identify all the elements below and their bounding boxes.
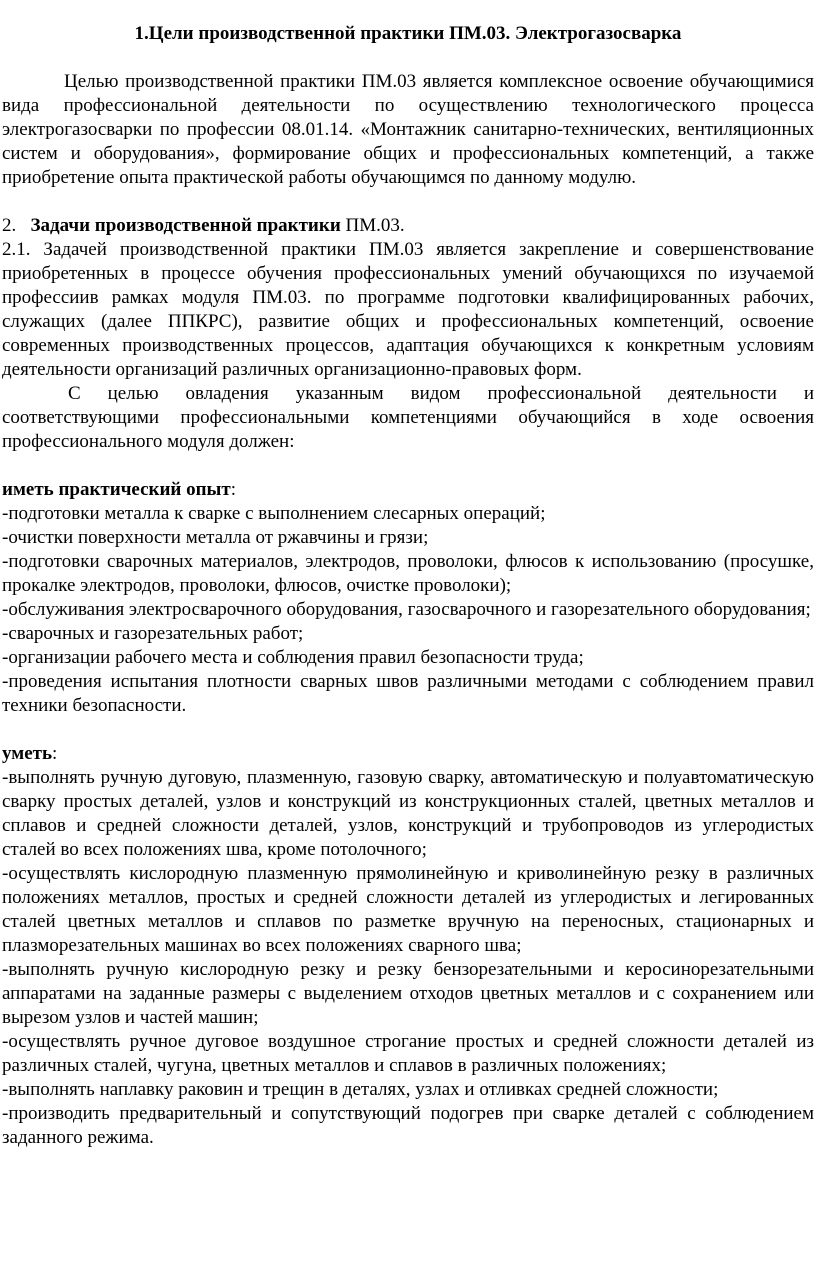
experience-item: -сварочных и газорезательных работ; (2, 623, 304, 644)
experience-item: -подготовки сварочных материалов, электродов, проволоки, флюсов к использованию (просушке, прокалке электродов, проволоки, флюсов, очистке проволоки); (2, 551, 814, 596)
experience-heading (2, 478, 814, 502)
requirements-paragraph: С целью овладения указанным видом профессиональной деятельности и соответствующими профессиональными компетенциями обучающийся в ходе освоения профессионального модуля должен: (2, 383, 814, 452)
spacer (2, 454, 814, 478)
goal-paragraph: Целью производственной практики ПМ.03 является комплексное освоение обучающимися вида профессиональной деятельности по осуществлению технологического процесса электрогазосварки по профессии 08.01.14. «Монтажник санитарно-технических, вентиляционных систем и оборудования», формирование общих и профессиональных компетенций, а также приобретение опыта практической работы обучающимся по данному модулю. (2, 71, 814, 188)
experience-heading-label: иметь практический опыт (2, 479, 231, 500)
skills-item: -осуществлять кислородную плазменную прямолинейную и криволинейную резку в различных положениях металлов, простых и средней сложности деталей из углеродистых и легированных сталей цветных металлов и сплавов по разметке вручную на переносных, стационарных и плазморезательных машинах во всех положениях сварного шва; (2, 863, 814, 956)
experience-heading-colon: : (230, 479, 236, 500)
skills-item: -производить предварительный и сопутствующий подогрев при сварке деталей с соблюдением заданного режима. (2, 1103, 814, 1148)
tasks-heading-bold: Задачи производственной практики (30, 215, 341, 236)
tasks-heading (2, 214, 814, 238)
experience-item: -проведения испытания плотности сварных швов различными методами с соблюдением правил техники безопасности. (2, 671, 814, 716)
skills-item: -выполнять ручную кислородную резку и резку бензорезательными и керосинорезательными аппаратами на заданные размеры с выделением отходов цветных металлов и с сохранением или вырезом узлов и частей машин; (2, 959, 814, 1028)
skills-item: -выполнять ручную дуговую, плазменную, газовую сварку, автоматическую и полуавтоматическую сварку простых деталей, узлов и конструкций из конструкционных сталей, цветных металлов и сплавов и средней сложности деталей, узлов, конструкций и трубопроводов из углеродистых сталей во всех положениях шва, кроме потолочного; (2, 767, 814, 860)
document-title: 1.Цели производственной практики ПМ.03. Электрогазосварка (134, 23, 682, 44)
skills-item: -выполнять наплавку раковин и трещин в деталях, узлах и отливках средней сложности; (2, 1079, 719, 1100)
skills-heading-colon: : (52, 743, 58, 764)
skills-heading (2, 742, 814, 766)
tasks-heading-rest: ПМ.03. (340, 215, 405, 236)
experience-item: -очистки поверхности металла от ржавчины и грязи; (2, 527, 429, 548)
tasks-paragraph: 2.1. Задачей производственной практики ПМ.03 является закрепление и совершенствование приобретенных в процессе обучения профессиональных умений обучающихся по изучаемой профессиив рамках модуля ПМ.03. по программе подготовки квалифицированных рабочих, служащих (далее ППКРС), развитие общих и профессиональных компетенций, освоение современных производственных процессов, адаптация обучающихся к конкретным условиям деятельности организаций различных организационно-правовых форм. (2, 239, 814, 380)
experience-item: -подготовки металла к сварке с выполнением слесарных операций; (2, 503, 546, 524)
experience-item: -обслуживания электросварочного оборудования, газосварочного и газорезательного оборудования; (2, 599, 811, 620)
spacer (2, 190, 814, 214)
skills-item: -осуществлять ручное дуговое воздушное строгание простых и средней сложности деталей из различных сталей, чугуна, цветных металлов и сплавов в различных положениях; (2, 1031, 814, 1076)
spacer (2, 718, 814, 742)
skills-heading-label: уметь (2, 743, 53, 764)
tasks-heading-number: 2. (2, 215, 17, 236)
experience-item: -организации рабочего места и соблюдения правил безопасности труда; (2, 647, 584, 668)
